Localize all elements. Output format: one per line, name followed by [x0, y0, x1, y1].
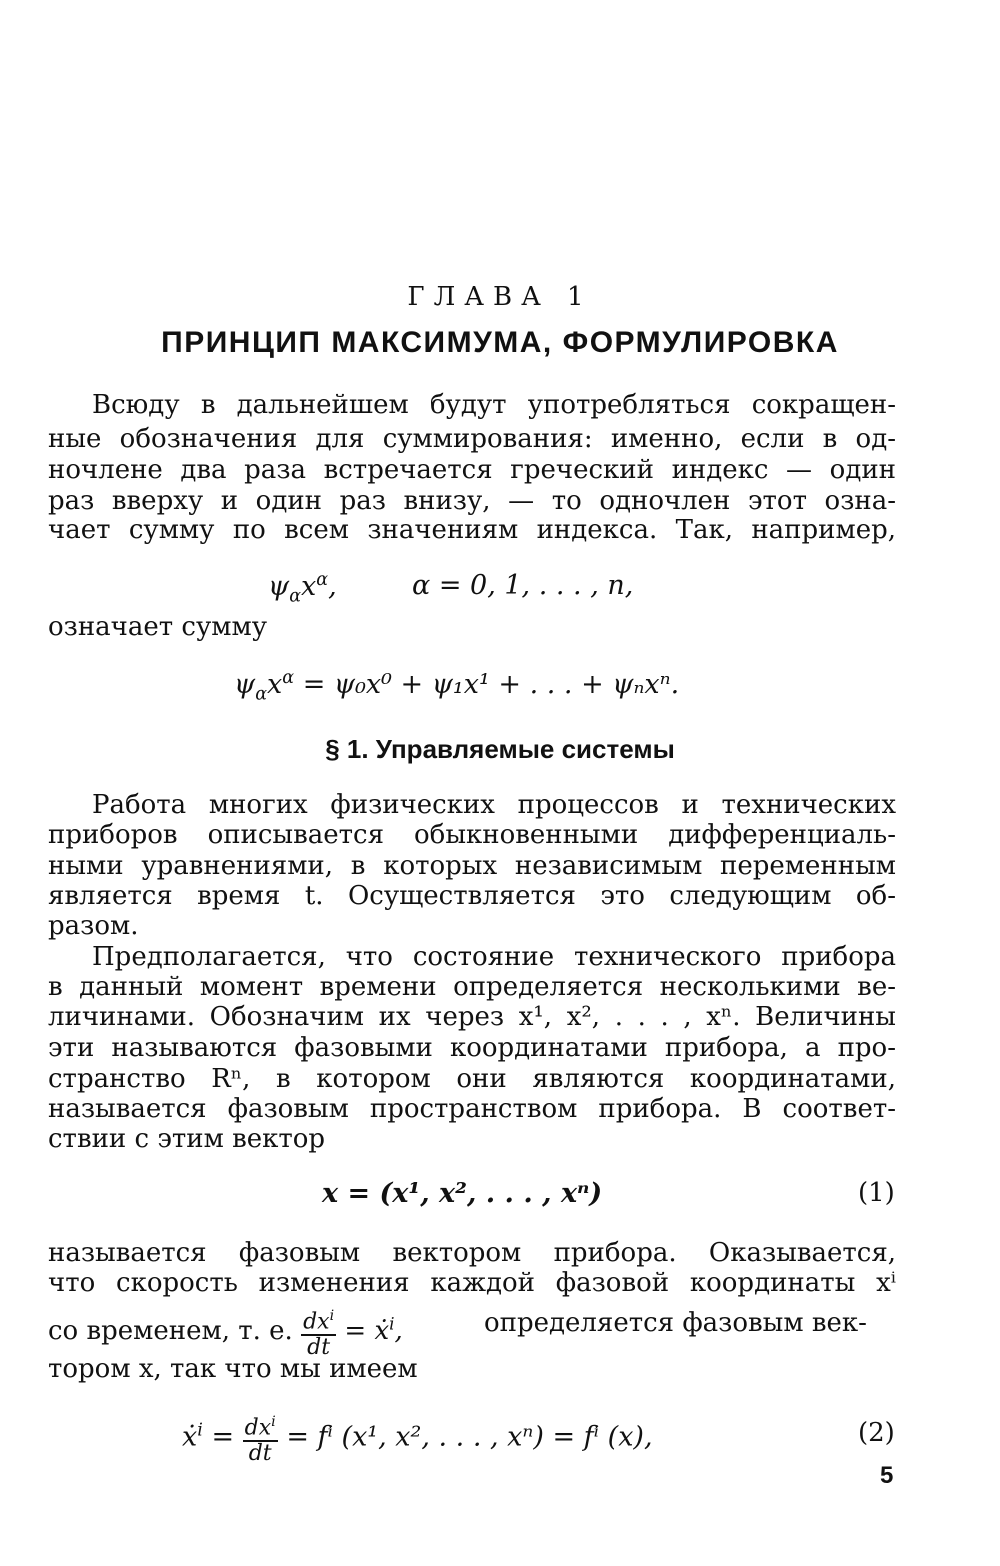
paragraph-line: странство Rⁿ, в котором они являются координатами,: [48, 1064, 896, 1094]
formula-expanded-rhs: ψ₀x⁰ + ψ₁x¹ + . . . + ψₙxⁿ.: [333, 669, 680, 700]
paragraph-line: что скорость изменения каждой фазовой координаты xⁱ: [48, 1268, 896, 1298]
formula-summation-example: $\psi_\alpha x^\alpha$,: [268, 570, 337, 607]
formula-expanded-sum: $\psi_\alpha x^\alpha = \psi_0x^0 + \psi_1x^1$ + . . . + ψₙxⁿ.: [234, 668, 680, 705]
section-heading: § 1. Управляемые системы: [325, 734, 675, 764]
paragraph-line: приборов описывается обыкновенными дифференциаль-: [48, 820, 896, 850]
chapter-title: ПРИНЦИП МАКСИМУМА, ФОРМУЛИРОВКА: [161, 326, 839, 359]
paragraph-line-end: определяется фазовым век-: [484, 1308, 867, 1338]
paragraph-line: тором x, так что мы имеем: [48, 1354, 418, 1384]
page-number: 5: [880, 1462, 894, 1489]
paragraph-line: ными уравнениями, в которых независимым переменным: [48, 851, 896, 881]
intro-line: Всюду в дальнейшем будут употребляться сокращен-: [92, 390, 896, 420]
paragraph-line: называется фазовым вектором прибора. Оказывается,: [48, 1238, 896, 1268]
intro-line: ночлене два раза встречается греческий индекс — один: [48, 455, 896, 485]
means-sum-text: означает сумму: [48, 612, 267, 642]
paragraph-line-start: со временем, т. е. $\frac{dx^i}{dt}$ = ẋ$^i$,: [48, 1304, 403, 1360]
paragraph-line: личинами. Обозначим их через x¹, x², . . . , xⁿ. Величины: [48, 1002, 896, 1032]
formula-psi: ψ: [268, 571, 290, 602]
equation-1: x = (x¹, x², . . . , xⁿ): [322, 1178, 603, 1209]
fraction-dx-dt: $\frac{dx^i}{dt}$: [243, 1410, 278, 1466]
paragraph-line: является время t. Осуществляется это следующим об-: [48, 881, 896, 911]
paragraph-line: Работа многих физических процессов и технических: [92, 790, 896, 820]
paragraph-line: эти называются фазовыми координатами прибора, а про-: [48, 1033, 896, 1063]
chapter-label: ГЛАВА 1: [407, 282, 593, 312]
intro-line: чает сумму по всем значениям индекса. Так, например,: [48, 515, 896, 545]
intro-line: раз вверху и один раз внизу, — то одночлен этот озна-: [48, 486, 896, 516]
fraction-dx-dt: $\frac{dx^i}{dt}$: [301, 1304, 336, 1360]
paragraph-text: со временем, т. е.: [48, 1316, 293, 1347]
paragraph-line: ствии с этим вектор: [48, 1124, 326, 1154]
paragraph-line: разом.: [48, 911, 139, 941]
equation-2: ẋ$^i$ = $\frac{dx^i}{dt}$ = fⁱ (x¹, x², . . . , xⁿ) = fⁱ (x),: [182, 1410, 653, 1466]
equation-1-number: (1): [858, 1178, 895, 1208]
paragraph-line: Предполагается, что состояние технического прибора: [92, 942, 896, 972]
paragraph-line: в данный момент времени определяется несколькими ве-: [48, 972, 896, 1002]
paragraph-line: называется фазовым пространством прибора. В соответ-: [48, 1094, 896, 1124]
formula-index-range: α = 0, 1, . . . , n,: [412, 570, 634, 601]
equation-2-number: (2): [858, 1418, 895, 1448]
equation-2-rhs: = fⁱ (x¹, x², . . . , xⁿ) = fⁱ (x),: [286, 1421, 653, 1453]
intro-line: ные обозначения для суммирования: именно, если в од-: [48, 424, 896, 454]
